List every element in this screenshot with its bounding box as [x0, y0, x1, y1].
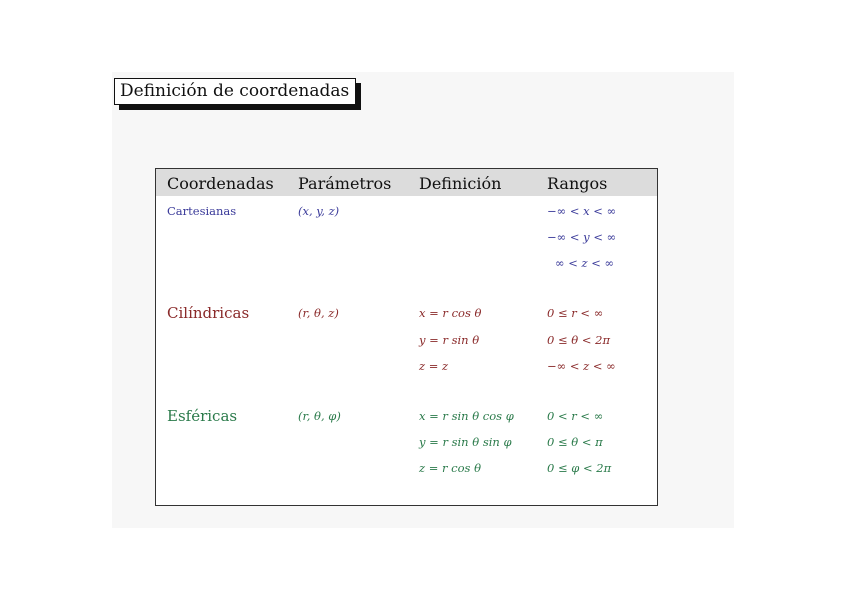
range-cartesianas-y: −∞ < y < ∞ — [547, 230, 617, 244]
range-cilindricas-r: 0 ≤ r < ∞ — [547, 306, 604, 320]
params-cilindricas: (r, θ, z) — [298, 306, 339, 320]
range-cartesianas-z: ∞ < z < ∞ — [555, 256, 615, 270]
definition-esfericas-x: x = r sin θ cos φ — [419, 409, 514, 423]
header-definicion: Definición — [419, 174, 502, 193]
definition-esfericas-y: y = r sin θ sin φ — [419, 435, 512, 449]
range-esfericas-r: 0 < r < ∞ — [547, 409, 604, 423]
coordinates-table — [155, 168, 658, 506]
range-cartesianas-x: −∞ < x < ∞ — [547, 204, 617, 218]
definition-cilindricas-x: x = r cos θ — [419, 306, 482, 320]
params-esfericas: (r, θ, φ) — [298, 409, 341, 423]
definition-esfericas-z: z = r cos θ — [419, 461, 482, 475]
range-cilindricas-z: −∞ < z < ∞ — [547, 359, 616, 373]
params-cartesianas: (x, y, z) — [298, 204, 340, 218]
page-title: Definición de coordenadas — [114, 78, 356, 105]
range-esfericas-phi: 0 ≤ φ < 2π — [547, 461, 612, 475]
group-name-esfericas: Esféricas — [167, 407, 238, 425]
range-esfericas-theta: 0 ≤ θ < π — [547, 435, 603, 449]
header-rangos: Rangos — [547, 174, 608, 193]
range-cilindricas-theta: 0 ≤ θ < 2π — [547, 333, 611, 347]
header-parametros: Parámetros — [298, 174, 392, 193]
definition-cilindricas-y: y = r sin θ — [419, 333, 480, 347]
group-name-cilindricas: Cilíndricas — [167, 304, 250, 322]
header-coordenadas: Coordenadas — [167, 174, 274, 193]
table-header — [156, 169, 657, 196]
definition-cilindricas-z: z = z — [419, 359, 449, 373]
group-name-cartesianas: Cartesianas — [167, 204, 237, 218]
